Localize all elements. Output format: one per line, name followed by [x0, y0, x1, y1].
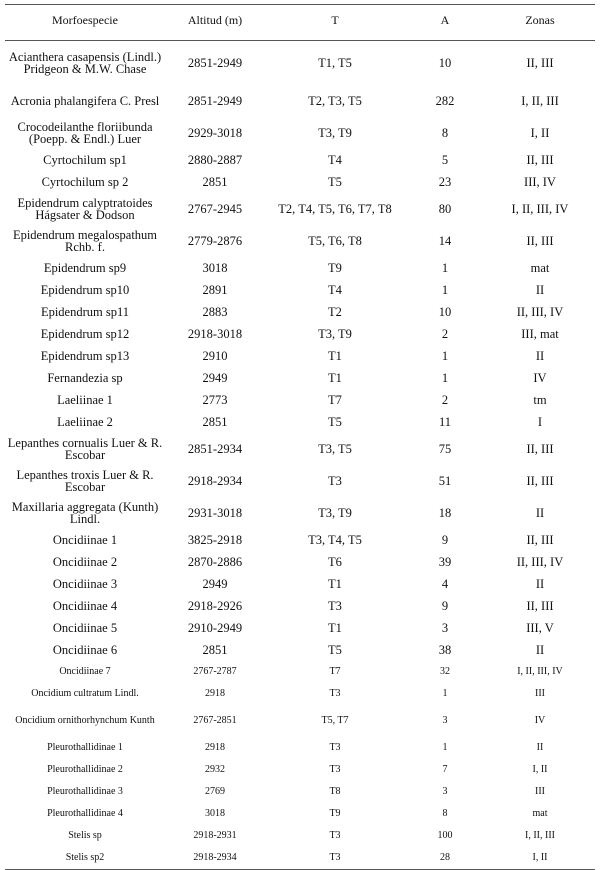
table-row [5, 847, 595, 870]
cell-altitud: 2773 [202, 393, 228, 407]
cell-t: T3 [329, 688, 341, 699]
cell-zonas: II, III [526, 234, 554, 248]
cell-altitud: 2851-2949 [187, 56, 243, 70]
cell-morfoespecie: Lepanthes troxis Luer & R. Escobar [16, 468, 154, 494]
cell-t: T8 [329, 786, 341, 797]
cell-morfoespecie: Laeliinae 2 [57, 415, 113, 429]
header-altitud: Altitud (m) [165, 5, 265, 41]
cell-altitud: 2918-3018 [187, 327, 243, 341]
cell-zonas: I, II, III [521, 94, 559, 108]
cell-morfoespecie: Epidendrum calyptratoides Hágsater & Dodson [17, 196, 153, 222]
cell-morfoespecie: Crocodeilanthe floriibunda (Poepp. & Endl.) Luer [17, 120, 153, 146]
cell-zonas: mat [532, 808, 548, 819]
cell-altitud: 2779-2876 [187, 234, 243, 248]
cell-a: 75 [438, 442, 452, 456]
cell-a: 14 [438, 234, 452, 248]
cell-a: 8 [441, 126, 449, 140]
table-row [5, 759, 595, 781]
cell-a: 32 [440, 666, 450, 677]
cell-morfoespecie: Oncidiinae 2 [52, 555, 118, 569]
cell-morfoespecie: Pleurothallidinae 3 [47, 786, 123, 797]
cell-altitud: 2910 [202, 349, 228, 363]
cell-a: 18 [438, 506, 452, 520]
cell-a: 38 [438, 643, 452, 657]
cell-zonas: I [537, 415, 543, 429]
cell-t: T5 [328, 175, 342, 189]
cell-morfoespecie: Acianthera casapensis (Lindl.) Pridgeon & M.W. Chase [8, 50, 162, 76]
cell-morfoespecie: Oncidiinae 1 [52, 533, 118, 547]
table-row [5, 279, 595, 301]
cell-t: T3 [329, 830, 341, 841]
cell-morfoespecie: Oncidium cultratum Lindl. [31, 688, 139, 699]
cell-a: 3 [442, 715, 448, 726]
cell-morfoespecie: Maxillaria aggregata (Kunth) Lindl. [11, 500, 159, 526]
cell-zonas: II, III, IV [516, 555, 564, 569]
table-body [5, 41, 595, 870]
table-row [5, 323, 595, 345]
cell-t: T3, T4, T5 [308, 533, 362, 547]
cell-zonas: I, II [532, 764, 548, 775]
cell-morfoespecie: Cyrtochilum sp 2 [41, 175, 129, 189]
cell-morfoespecie: Pleurothallidinae 2 [47, 764, 123, 775]
cell-a: 3 [441, 621, 449, 635]
cell-a: 1 [441, 261, 449, 275]
cell-altitud: 2910-2949 [187, 621, 243, 635]
cell-morfoespecie: Stelis sp2 [5, 847, 165, 870]
cell-a: 23 [438, 175, 452, 189]
table-row [5, 257, 595, 279]
cell-a: 1 [442, 742, 448, 753]
cell-t: T3 [329, 742, 341, 753]
cell-t: T7 [328, 393, 342, 407]
cell-altitud: 2918-2934 [187, 474, 243, 488]
cell-t: T1, T5 [318, 56, 352, 70]
table-row [5, 433, 595, 465]
table-row [5, 803, 595, 825]
cell-t: T4 [328, 283, 342, 297]
cell-zonas: I, II, III, IV [511, 202, 569, 216]
cell-a: 8 [442, 808, 448, 819]
cell-t: T6 [328, 555, 342, 569]
cell-a: 2 [441, 327, 449, 341]
cell-altitud: 2851 [202, 175, 228, 189]
cell-t: T5, T7 [321, 715, 349, 726]
cell-altitud: 2870-2886 [187, 555, 243, 569]
cell-a: 1 [441, 283, 449, 297]
cell-zonas: I, II, III [525, 830, 555, 841]
cell-a: 9 [441, 599, 449, 613]
cell-t: T9 [328, 261, 342, 275]
table-row [5, 705, 595, 737]
species-table [5, 4, 595, 870]
cell-zonas: II [535, 283, 545, 297]
header-t: T [265, 5, 405, 41]
cell-altitud: 2931-3018 [187, 506, 243, 520]
cell-zonas: II [535, 349, 545, 363]
cell-t: T3, T9 [318, 506, 352, 520]
cell-zonas: I, II [485, 847, 595, 870]
table-row [5, 529, 595, 551]
cell-a: 1 [442, 688, 448, 699]
cell-t: T5, T6, T8 [308, 234, 362, 248]
cell-t: T5 [328, 643, 342, 657]
cell-a: 51 [438, 474, 452, 488]
cell-zonas: II [535, 643, 545, 657]
cell-a: 39 [438, 555, 452, 569]
cell-zonas: III, mat [521, 327, 559, 341]
table-row [5, 117, 595, 149]
cell-a: 1 [441, 371, 449, 385]
cell-altitud: 2851-2934 [187, 442, 243, 456]
cell-t: T3, T9 [318, 327, 352, 341]
table-header [5, 5, 595, 41]
cell-altitud: 2851 [202, 415, 228, 429]
table-row [5, 661, 595, 683]
cell-zonas: I, II [530, 126, 550, 140]
cell-t: T1 [328, 371, 342, 385]
cell-a: 1 [441, 349, 449, 363]
table-row [5, 225, 595, 257]
cell-morfoespecie: Pleurothallidinae 1 [47, 742, 123, 753]
table-row [5, 301, 595, 323]
cell-zonas: II, III [526, 599, 554, 613]
cell-t: T2, T4, T5, T6, T7, T8 [278, 202, 392, 216]
cell-t: T3, T9 [318, 126, 352, 140]
table-row [5, 639, 595, 661]
cell-zonas: III [535, 688, 545, 699]
cell-altitud: 2769 [205, 786, 225, 797]
table-row [5, 85, 595, 117]
cell-zonas: mat [530, 261, 550, 275]
cell-altitud: 2851-2949 [187, 94, 243, 108]
cell-a: 100 [437, 830, 453, 841]
header-a: A [405, 5, 485, 41]
cell-zonas: II [536, 742, 544, 753]
cell-t: T3 [265, 847, 405, 870]
cell-altitud: 2949 [202, 577, 228, 591]
cell-morfoespecie: Oncidiinae 3 [52, 577, 118, 591]
cell-morfoespecie: Epidendrum sp11 [40, 305, 130, 319]
table-row [5, 497, 595, 529]
cell-altitud: 2767-2787 [193, 666, 237, 677]
cell-altitud: 2883 [202, 305, 228, 319]
cell-t: T2, T3, T5 [308, 94, 362, 108]
cell-a: 80 [438, 202, 452, 216]
cell-zonas: II, III [526, 533, 554, 547]
cell-morfoespecie: Lepanthes cornualis Luer & R. Escobar [7, 436, 163, 462]
cell-altitud: 2918-2934 [165, 847, 265, 870]
cell-a: 282 [435, 94, 455, 108]
cell-altitud: 3018 [205, 808, 225, 819]
table-row [5, 617, 595, 639]
cell-morfoespecie: Epidendrum sp13 [40, 349, 130, 363]
cell-morfoespecie: Acronia phalangifera C. Presl [10, 94, 160, 108]
cell-morfoespecie: Oncidiinae 7 [59, 666, 111, 677]
table-row [5, 781, 595, 803]
table-row [5, 573, 595, 595]
cell-a: 11 [438, 415, 452, 429]
table-row [5, 41, 595, 86]
cell-t: T9 [329, 808, 341, 819]
cell-t: T3 [328, 474, 342, 488]
cell-morfoespecie: Oncidiinae 5 [52, 621, 118, 635]
cell-altitud: 2767-2851 [193, 715, 237, 726]
cell-altitud: 2929-3018 [187, 126, 243, 140]
cell-morfoespecie: Oncidiinae 6 [52, 643, 118, 657]
cell-t: T3, T5 [318, 442, 352, 456]
table-row [5, 411, 595, 433]
cell-morfoespecie: Epidendrum sp9 [43, 261, 127, 275]
cell-morfoespecie: Fernandezia sp [47, 371, 123, 385]
cell-t: T1 [328, 577, 342, 591]
table-row [5, 193, 595, 225]
cell-morfoespecie: Epidendrum sp10 [40, 283, 130, 297]
cell-morfoespecie: Oncidiinae 4 [52, 599, 118, 613]
cell-zonas: IV [533, 371, 547, 385]
cell-t: T3 [329, 764, 341, 775]
cell-t: T1 [328, 621, 342, 635]
table-row [5, 367, 595, 389]
cell-altitud: 2891 [202, 283, 228, 297]
header-morfoespecie: Morfoespecie [5, 5, 165, 41]
cell-a: 3 [442, 786, 448, 797]
cell-zonas: II, III [526, 56, 554, 70]
cell-zonas: III, V [526, 621, 554, 635]
cell-zonas: tm [533, 393, 547, 407]
cell-altitud: 2918-2931 [193, 830, 237, 841]
cell-zonas: I, II, III, IV [517, 666, 563, 677]
cell-morfoespecie: Epidendrum megalospathum Rchb. f. [12, 228, 158, 254]
cell-a: 5 [441, 153, 449, 167]
cell-t: T2 [328, 305, 342, 319]
table-row [5, 389, 595, 411]
cell-altitud: 3825-2918 [187, 533, 243, 547]
table-row [5, 551, 595, 573]
cell-morfoespecie: Pleurothallidinae 4 [47, 808, 123, 819]
cell-morfoespecie: Laeliinae 1 [57, 393, 113, 407]
cell-morfoespecie: Cyrtochilum sp1 [43, 153, 127, 167]
cell-altitud: 2932 [205, 764, 225, 775]
cell-zonas: II, III [526, 442, 554, 456]
cell-altitud: 2949 [202, 371, 228, 385]
cell-altitud: 2851 [202, 643, 228, 657]
cell-a: 10 [438, 56, 452, 70]
cell-zonas: III [535, 786, 545, 797]
cell-altitud: 2767-2945 [187, 202, 243, 216]
cell-altitud: 2918 [205, 688, 225, 699]
cell-a: 9 [441, 533, 449, 547]
cell-morfoespecie: Oncidium ornithorhynchum Kunth [15, 715, 155, 726]
table-row [5, 825, 595, 847]
cell-a: 4 [441, 577, 449, 591]
cell-t: T3 [328, 599, 342, 613]
cell-zonas: II [535, 577, 545, 591]
table-row [5, 465, 595, 497]
cell-zonas: II, III, IV [516, 305, 564, 319]
cell-zonas: II [535, 506, 545, 520]
header-zonas: Zonas [485, 5, 595, 41]
cell-a: 28 [405, 847, 485, 870]
cell-a: 2 [441, 393, 449, 407]
table-row [5, 683, 595, 705]
cell-t: T7 [329, 666, 341, 677]
table-row [5, 149, 595, 171]
cell-a: 10 [438, 305, 452, 319]
cell-zonas: IV [534, 715, 546, 726]
table-row [5, 345, 595, 367]
table-row [5, 171, 595, 193]
cell-zonas: II, III [526, 153, 554, 167]
table-row [5, 595, 595, 617]
cell-morfoespecie: Stelis sp [68, 830, 102, 841]
cell-t: T1 [328, 349, 342, 363]
cell-altitud: 2918 [205, 742, 225, 753]
cell-altitud: 3018 [202, 261, 228, 275]
cell-morfoespecie: Epidendrum sp12 [40, 327, 130, 341]
cell-zonas: III, IV [524, 175, 556, 189]
cell-zonas: II, III [526, 474, 554, 488]
cell-altitud: 2918-2926 [187, 599, 243, 613]
cell-t: T4 [328, 153, 342, 167]
cell-a: 7 [442, 764, 448, 775]
cell-t: T5 [328, 415, 342, 429]
table-row [5, 737, 595, 759]
cell-altitud: 2880-2887 [187, 153, 243, 167]
